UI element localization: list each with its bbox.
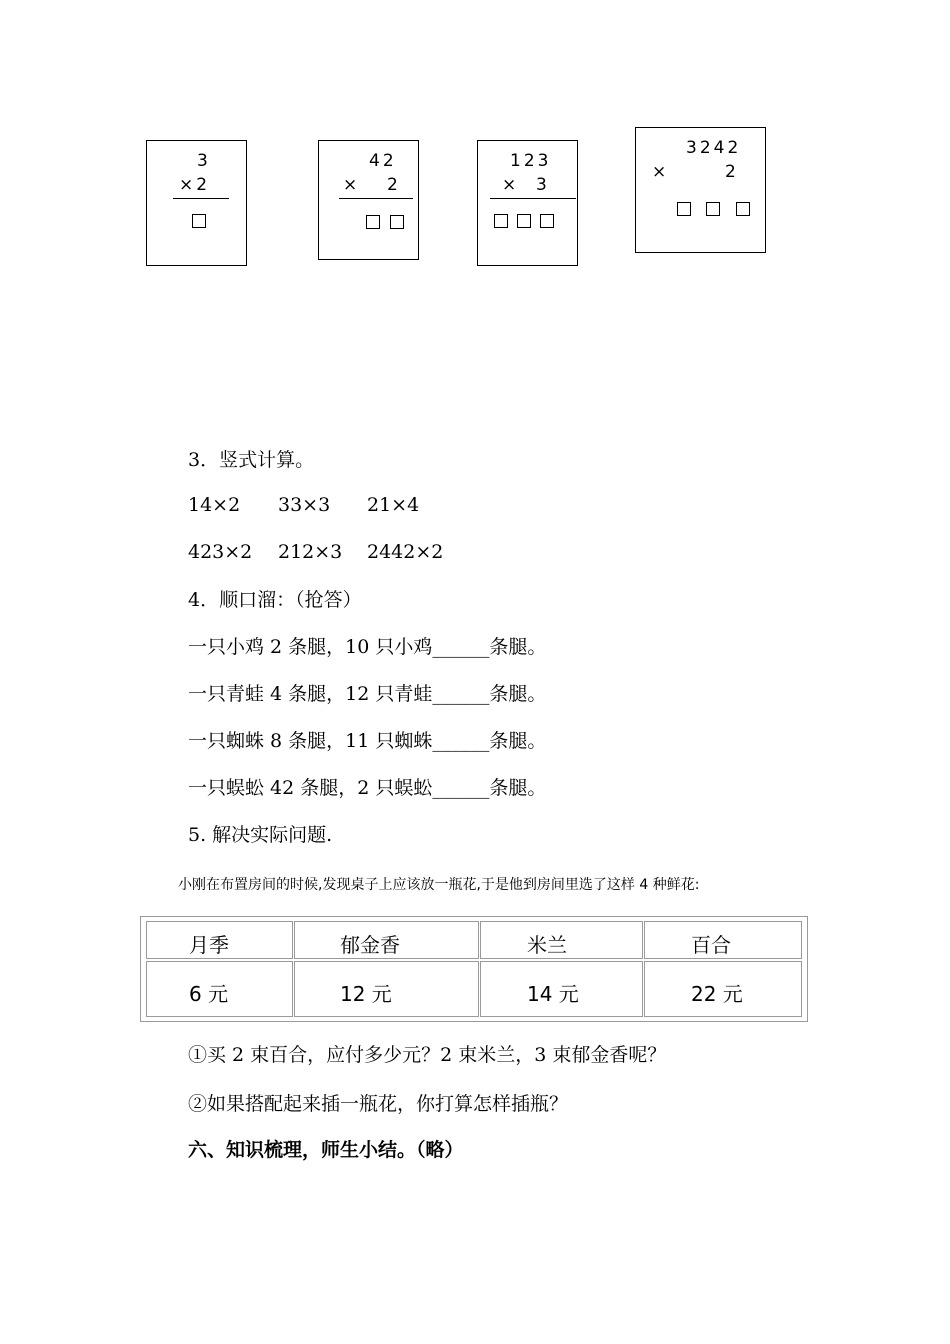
- table-cell: 22 元: [644, 961, 802, 1017]
- multiplication-box-3: [477, 140, 578, 266]
- multiplier: 3: [536, 175, 550, 195]
- answer-box[interactable]: [517, 214, 531, 228]
- table-header-cell: 月季: [146, 921, 293, 959]
- flower-price-table: [140, 916, 808, 1022]
- table-cell: 12 元: [294, 961, 479, 1017]
- problem-intro: 小刚在布置房间的时候,发现桌子上应该放一瓶花,于是他到房间里选了这样 4 种鲜花:: [178, 877, 700, 893]
- expression: 423×2: [188, 541, 253, 563]
- table-header-cell: 百合: [644, 921, 802, 959]
- multiplication-box-4: [635, 127, 766, 253]
- rhyme-line: 一只小鸡 2 条腿，10 只小鸡______条腿。: [188, 636, 547, 658]
- multiplicand: 3: [197, 151, 211, 171]
- answer-box[interactable]: [366, 215, 380, 229]
- rhyme-line: 一只蜘蛛 8 条腿，11 只蜘蛛______条腿。: [188, 730, 547, 752]
- table-cell: 6 元: [146, 961, 293, 1017]
- section-4-title: 4．顺口溜：（抢答）: [188, 589, 362, 611]
- expression: 33×3: [278, 494, 331, 516]
- answer-box[interactable]: [192, 214, 206, 228]
- question-1: ①买 2 束百合，应付多少元？2 束米兰，3 束郁金香呢？: [188, 1044, 667, 1066]
- table-cell: 14 元: [480, 961, 643, 1017]
- section-5-title: 5. 解决实际问题.: [188, 824, 333, 846]
- table-header-cell: 米兰: [480, 921, 643, 959]
- expression: 14×2: [188, 494, 241, 516]
- answer-box[interactable]: [706, 202, 720, 216]
- answer-box[interactable]: [677, 202, 691, 216]
- question-2: ②如果搭配起来插一瓶花，你打算怎样插瓶？: [188, 1093, 569, 1115]
- section-6-title: 六、知识梳理，师生小结。（略）: [188, 1139, 464, 1161]
- multiplicand: 42: [369, 151, 397, 171]
- section-3-title: 3．竖式计算。: [188, 449, 315, 471]
- answer-box[interactable]: [390, 215, 404, 229]
- rhyme-line: 一只蜈蚣 42 条腿，2 只蜈蚣______条腿。: [188, 777, 547, 799]
- answer-box[interactable]: [494, 214, 508, 228]
- multiplicand: 3242: [686, 138, 742, 158]
- multiplier: 2: [725, 162, 739, 182]
- answer-box[interactable]: [540, 214, 554, 228]
- expression: 2442×2: [367, 541, 444, 563]
- rhyme-line: 一只青蛙 4 条腿，12 只青蛙______条腿。: [188, 683, 547, 705]
- underline: [173, 198, 229, 199]
- multiply-sign: ×: [343, 175, 361, 195]
- multiply-sign: ×: [652, 162, 670, 182]
- multiplier: 2: [387, 175, 401, 195]
- underline: [490, 198, 576, 199]
- expression: 21×4: [367, 494, 420, 516]
- expression: 212×3: [278, 541, 343, 563]
- multiplication-box-1: [146, 140, 247, 266]
- multiplicand: 123: [510, 151, 552, 171]
- multiplication-box-2: [318, 140, 419, 260]
- underline: [339, 198, 413, 199]
- multiplier: ×2: [179, 175, 211, 195]
- multiply-sign: ×: [502, 175, 520, 195]
- answer-box[interactable]: [736, 202, 750, 216]
- table-header-cell: 郁金香: [294, 921, 479, 959]
